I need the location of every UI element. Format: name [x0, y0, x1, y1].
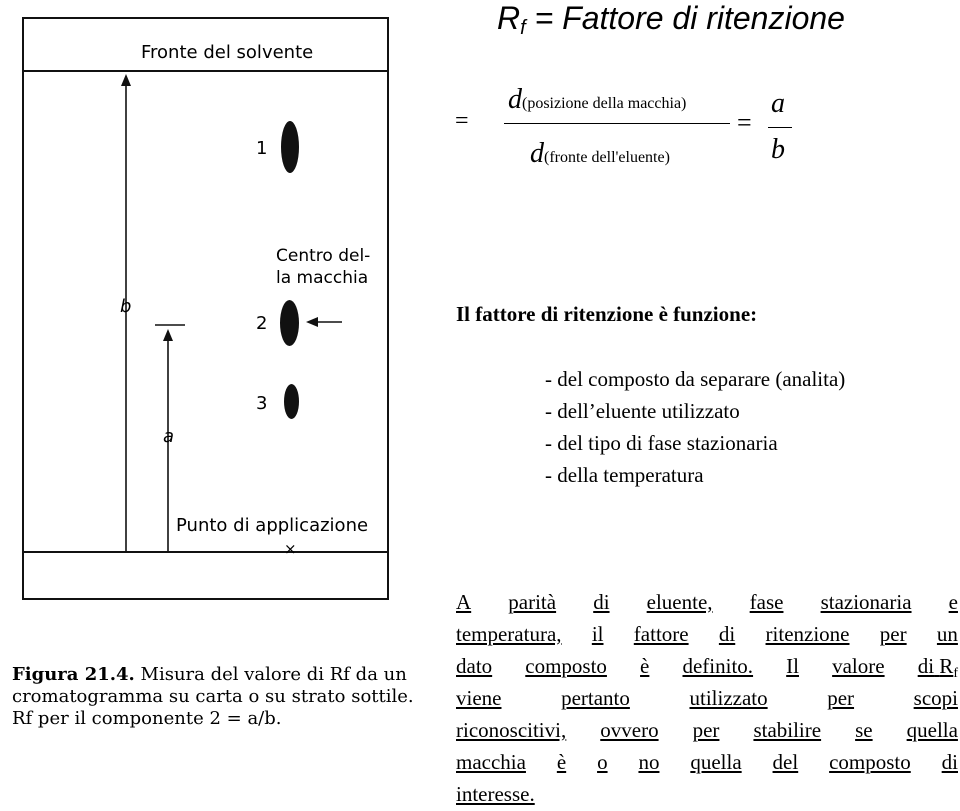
denominator-subscript: (fronte dell'eluente) [544, 149, 670, 166]
spot-3 [284, 384, 299, 419]
figure-caption-line1: Figura 21.4. Misura del valore di Rf da un [12, 664, 407, 685]
numerator-subscript: (posizione della macchia) [522, 95, 687, 112]
paragraph-line-5: riconoscitivi, ovvero per stabilire se quella [456, 718, 958, 742]
paragraph-line-2: temperatura, il fattore di ritenzione per un [456, 622, 958, 646]
fraction-bar-ab [768, 127, 792, 128]
b-label: b [120, 296, 132, 317]
spot-number-1: 1 [256, 138, 268, 159]
spot-number-2: 2 [256, 313, 268, 334]
solvent-front-label: Fronte del solvente [141, 42, 314, 63]
function-item: - del tipo di fase stazionaria [545, 431, 778, 455]
figure-caption-line3: Rf per il componente 2 = a/b. [12, 708, 282, 729]
function-item: - della temperatura [545, 463, 704, 487]
paragraph-line-6: macchia è o no quella del composto di [456, 750, 958, 774]
spot-number-3: 3 [256, 393, 268, 414]
function-item: - dell’eluente utilizzato [545, 399, 740, 423]
formula-equals-sign: = [455, 108, 469, 134]
paragraph-line-1: A parità di eluente, fase stazionaria e [456, 590, 958, 614]
paragraph-line-3: dato composto è definito. Il valore di $R_f$ [456, 654, 958, 681]
paragraph-line-4: viene pertanto utilizzato per scopi [456, 686, 958, 710]
figure-caption-line2: cromatogramma su carta o su strato sottile. [12, 686, 414, 707]
center-pointer-head [306, 317, 318, 327]
a-label: a [163, 426, 175, 447]
spot-1 [281, 121, 299, 173]
slide-title: $R_f$ = Fattore di ritenzione [497, 0, 845, 39]
fraction-bar [504, 123, 730, 124]
function-heading: Il fattore di ritenzione è funzione: [456, 302, 758, 326]
formula-denominator: d(fronte dell'eluente) [530, 138, 670, 169]
spot-center-label-line1: Centro del- [276, 246, 371, 266]
spot-2 [280, 300, 299, 346]
paragraph-line-7: interesse. [456, 782, 535, 806]
application-point-label: Punto di applicazione [176, 515, 369, 536]
formula-equals-sign-2: = [737, 108, 752, 137]
formula-numerator: d(posizione della macchia) [508, 84, 687, 115]
formula-a: a [771, 88, 785, 119]
function-item: - del composto da separare (analita) [545, 367, 846, 391]
formula-b: b [771, 134, 785, 165]
measurement-arrows [0, 0, 400, 600]
a-arrowhead [163, 329, 173, 341]
spot-center-label-line2: la macchia [276, 268, 369, 288]
b-arrowhead [121, 74, 131, 86]
application-point-cross: × [284, 540, 297, 558]
